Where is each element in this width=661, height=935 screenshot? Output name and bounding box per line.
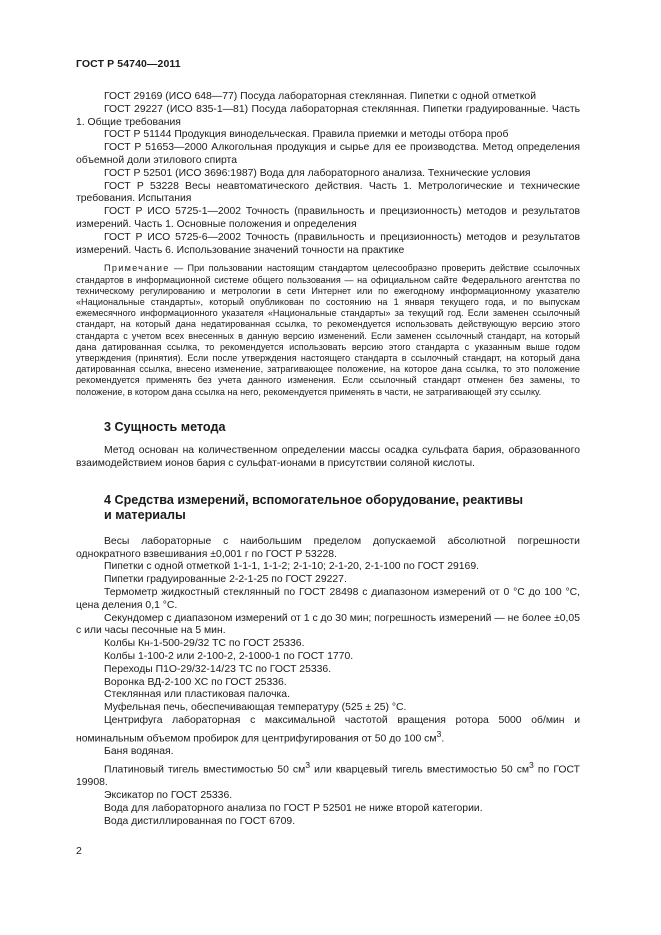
equipment-list [76, 536, 580, 828]
section-3-heading: 3 Сущность метода [104, 419, 226, 434]
reference-item: ГОСТ Р ИСО 5725-1—2002 Точность (правильность и прецизионность) методов и результатов измерений. Часть 1. Основные положения и определения [76, 206, 580, 230]
equipment-item: Стеклянная или пластиковая палочка. [104, 689, 290, 701]
crucible-superscript-2: 3 [529, 759, 534, 770]
centrifuge-superscript: 3 [436, 728, 442, 739]
equipment-item: Колбы Кн-1-500-29/32 ТС по ГОСТ 25336. [104, 638, 305, 650]
crucible-superscript-1: 3 [305, 759, 311, 770]
normative-references-list [76, 91, 580, 257]
equipment-item: Пипетки с одной отметкой 1-1-1, 1-1-2; 2-1-10; 2-1-20, 2-1-100 по ГОСТ 29169. [104, 561, 479, 573]
equipment-item: Колбы 1-100-2 или 2-100-2, 2-1000-1 по ГОСТ 1770. [104, 651, 354, 663]
equipment-item: Эксикатор по ГОСТ 25336. [104, 789, 233, 801]
equipment-item: Вода дистиллированная по ГОСТ 6709. [104, 815, 296, 827]
crucible-text-3: по ГОСТ 19908. [76, 764, 581, 789]
page-content [76, 91, 580, 828]
equipment-item: Переходы П1О-29/32-14/23 ТС по ГОСТ 25336. [104, 663, 332, 675]
equipment-item-crucible [76, 759, 580, 790]
crucible-text-2: или кварцевый тигель вместимостью 50 см [310, 764, 530, 776]
page-number: 2 [76, 845, 82, 857]
reference-item: ГОСТ Р 51144 Продукция винодельческая. Правила приемки и методы отбора проб [104, 129, 509, 141]
section-4-heading [76, 493, 580, 524]
document-header: ГОСТ Р 54740—2011 [76, 58, 181, 70]
note-paragraph [76, 263, 580, 397]
equipment-item-centrifuge [76, 715, 580, 746]
section-4-title-line1: 4 Средства измерений, вспомогательное оборудование, реактивы [104, 492, 523, 507]
reference-item: ГОСТ 29169 (ИСО 648—77) Посуда лабораторная стеклянная. Пипетки с одной отметкой [104, 91, 537, 102]
equipment-item: Воронка ВД-2-100 ХС по ГОСТ 25336. [104, 676, 287, 688]
equipment-item: Пипетки градуированные 2-2-1-25 по ГОСТ 29227. [104, 574, 347, 586]
crucible-text-1: Платиновый тигель вместимостью 50 см [104, 764, 306, 776]
reference-item: ГОСТ Р ИСО 5725-6—2002 Точность (правильность и прецизионность) методов и результатов измерений. Часть 6. Использование значений точности на практике [76, 231, 580, 256]
reference-item: ГОСТ Р 52501 (ИСО 3696:1987) Вода для лабораторного анализа. Технические условия [104, 167, 531, 179]
equipment-item: Секундомер с диапазоном измерений от 1 с до 30 мин; погрешность измерений — не более ±0,05 с или часы песочные на 5 мин. [76, 612, 580, 637]
section-3-text: Метод основан на количественном определении массы осадка сульфата бария, образованного взаимодействием ионов бария с сульфат-ионами в присутствии соляной кислоты. [76, 445, 580, 470]
equipment-item: Баня водяная. [104, 746, 174, 758]
equipment-item: Вода для лабораторного анализа по ГОСТ Р 52501 не ниже второй категории. [104, 802, 483, 814]
reference-item: ГОСТ Р 51653—2000 Алкогольная продукция и сырье для ее производства. Метод определения объемной доли этилового спирта [76, 142, 580, 166]
equipment-item: Муфельная печь, обеспечивающая температуру (525 ± 25) °С. [104, 702, 407, 714]
centrifuge-end: . [441, 733, 445, 745]
note-text: — При пользовании настоящим стандартом целесообразно проверить действие ссылочных стандартов в информационной системе общего пользования — на официальном сайте Федерального агентства по техническому регулированию и метрологии в сети Интернет или по ежегодному информационному указателю «Национальные стандарты», который опубликован по состоянию на 1 января текущего года, и по выпускам ежемесячного информационного указателя «Национальные стандарты» за текущий год. Если заменен ссылочный стандарт, на который дана недатированная ссылка, то рекомендуется использовать действующую версию этого стандарта с учетом всех внесенных в данную версию изменений. Если заменен ссылочный стандарт, на который дана датированная ссылка, то рекомендуется использовать версию этого стандарта с указанным выше годом утверждения (принятия). Если после утверждения настоящего стандарта в ссылочный стандарт, на который дана датированная ссылка, внесено изменение, затрагивающее положение, на которое дана ссылка, то это положение рекомендуется применять без учета данного изменения. Если ссылочный стандарт отменен без замены, то положение, в котором дана ссылка на него, рекомендуется применять в части, не затрагивающей эту ссылку. [76, 263, 580, 397]
reference-item: ГОСТ 29227 (ИСО 835-1—81) Посуда лабораторная стеклянная. Пипетки градуированные. Часть 1. Общие требования [76, 103, 580, 128]
note-label: Примечание [104, 263, 170, 274]
reference-item: ГОСТ Р 53228 Весы неавтоматического действия. Часть 1. Метрологические и технические требования. Испытания [76, 180, 580, 205]
centrifuge-text: Центрифуга лабораторная с максимальной частотой вращения ротора 5000 об/мин и номинальным объемом пробирок для центрифугирования от 50 до 100 см [76, 715, 580, 745]
equipment-item: Термометр жидкостный стеклянный по ГОСТ 28498 с диапазоном измерений от 0 °С до 100 °С, цена деления 0,1 °С. [76, 587, 580, 611]
equipment-item: Весы лабораторные с наибольшим пределом допускаемой абсолютной погрешности однократного взвешивания ±0,001 г по ГОСТ Р 53228. [76, 535, 580, 560]
section-4-title-line2: и материалы [104, 508, 186, 523]
